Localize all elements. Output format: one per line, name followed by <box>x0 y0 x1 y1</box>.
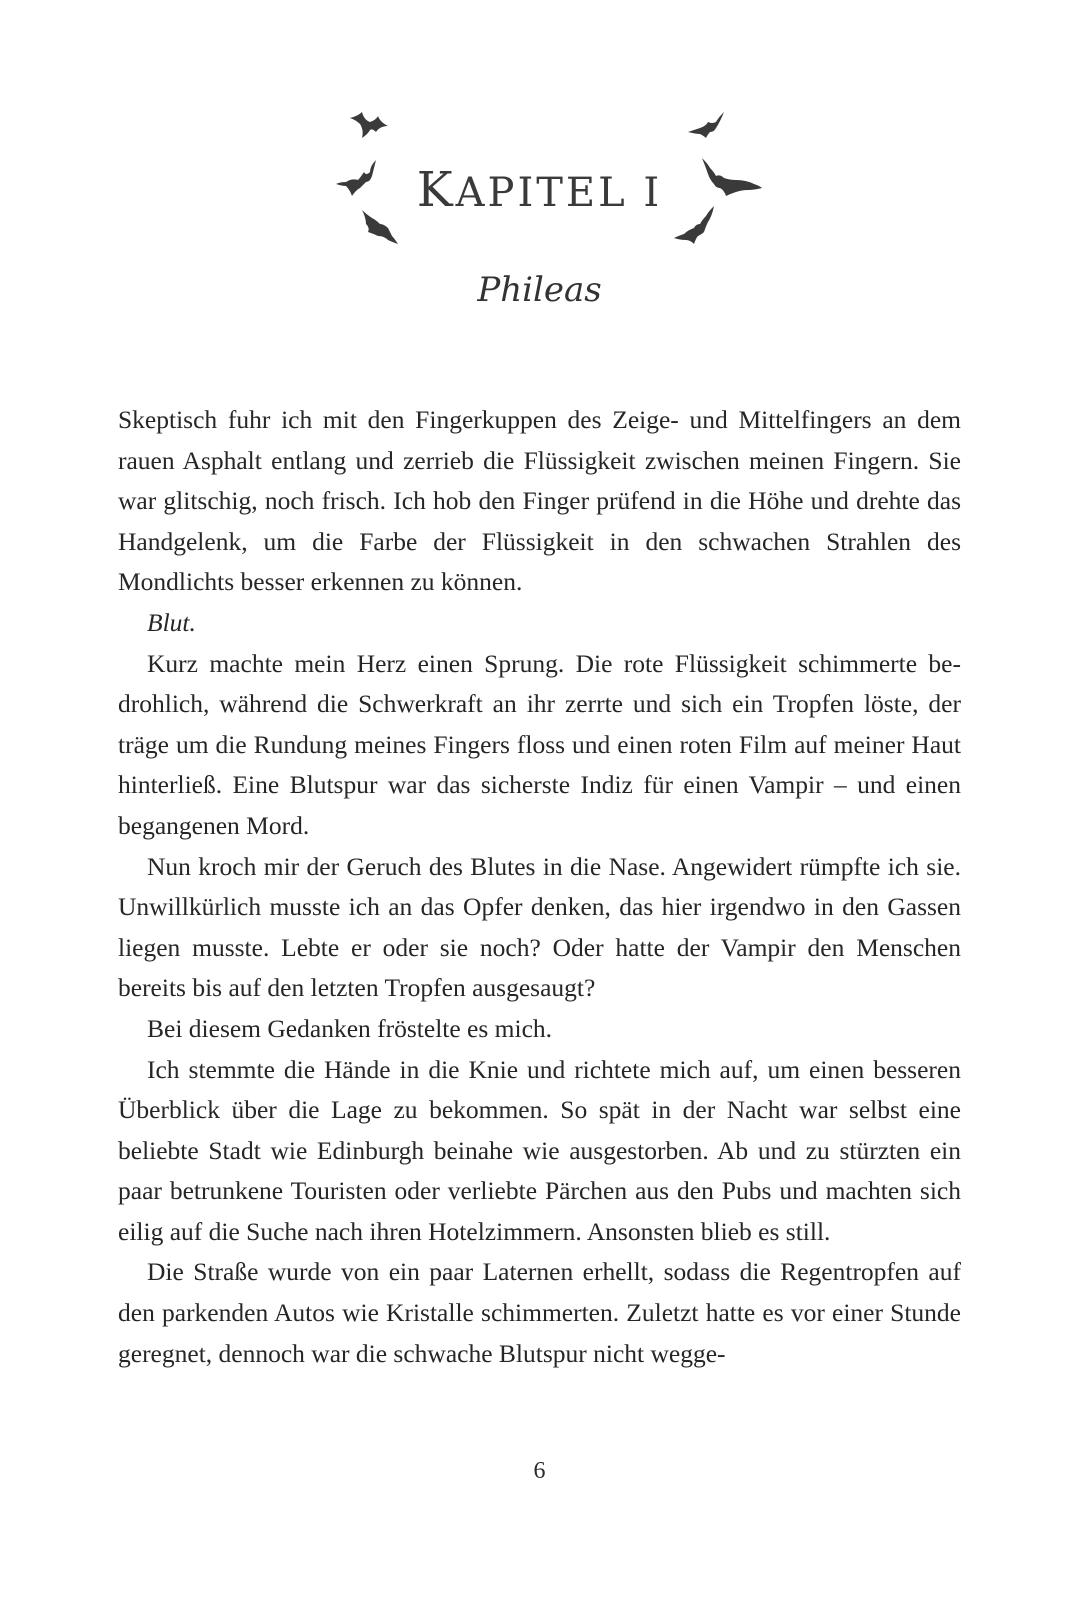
chapter-title <box>0 162 1079 218</box>
chapter-body <box>118 400 961 1374</box>
bat-icon <box>688 112 724 138</box>
paragraph: Kurz machte mein Herz einen Sprung. Die rote Flüssigkeit schimmerte bedrohlich, während die Schwerkraft an ihr zerrte und sich ein Tropfen löste, der träge um die Rundung meines Fingers floss und einen roten Film auf meiner Haut hinterließ. Eine Blutspur war das sicherste Indiz für einen Vampir – und einen begangenen Mord. <box>118 648 961 840</box>
page-number: 6 <box>533 1458 546 1484</box>
paragraph: Ich stemmte die Hände in die Knie und richtete mich auf, um einen besseren Überblick über die Lage zu bekommen. So spät in der Nacht war selbst eine beliebte Stadt wie Edinburgh beinahe wie ausgestorben. Ab und zu stürzten ein paar betrunkene Touristen oder verliebte Pärchen aus den Pubs und machten sich eilig auf die Suche nach ihren Hotelzimmern. Ansonsten blieb es still. <box>118 1054 961 1246</box>
chapter-subtitle: Phileas <box>477 270 602 310</box>
chapter-title-initial: K <box>416 162 456 218</box>
chapter-title-rest: APITEL I <box>455 170 663 216</box>
italic-text: Blut. <box>147 607 196 637</box>
paragraph: Skeptisch fuhr ich mit den Fingerkuppen des Zeige- und Mittelfingers an dem rauen Asphalt entlang und zerrieb die Flüssigkeit zwischen meinen Fingern. Sie war glitschig, noch frisch. Ich hob den Finger prüfend in die Höhe und drehte das Handgelenk, um die Farbe der Flüssigkeit in den schwachen Strahlen des Mondlichts besser erkennen zu können. <box>118 405 961 597</box>
bat-icon <box>350 112 390 138</box>
paragraph: Die Straße wurde von ein paar Laternen erhellt, sodass die Regentropfen auf den parkenden Autos wie Kristalle schimmerten. Zuletzt hatte es vor einer Stunde geregnet, dennoch war die schwache Blutspur nicht wegge- <box>118 1257 961 1368</box>
paragraph-italic <box>118 603 961 644</box>
paragraph: Bei diesem Gedanken fröstelte es mich. <box>147 1013 553 1043</box>
paragraph: Nun kroch mir der Geruch des Blutes in die Nase. Angewidert rümpfte ich sie. Unwillkürlich musste ich an das Opfer denken, das hier irgendwo in den Gassen liegen musste. Lebte er oder sie noch? Oder hatte der Vampir den Menschen bereits bis auf den letzten Tropfen ausgesaugt? <box>118 851 961 1003</box>
